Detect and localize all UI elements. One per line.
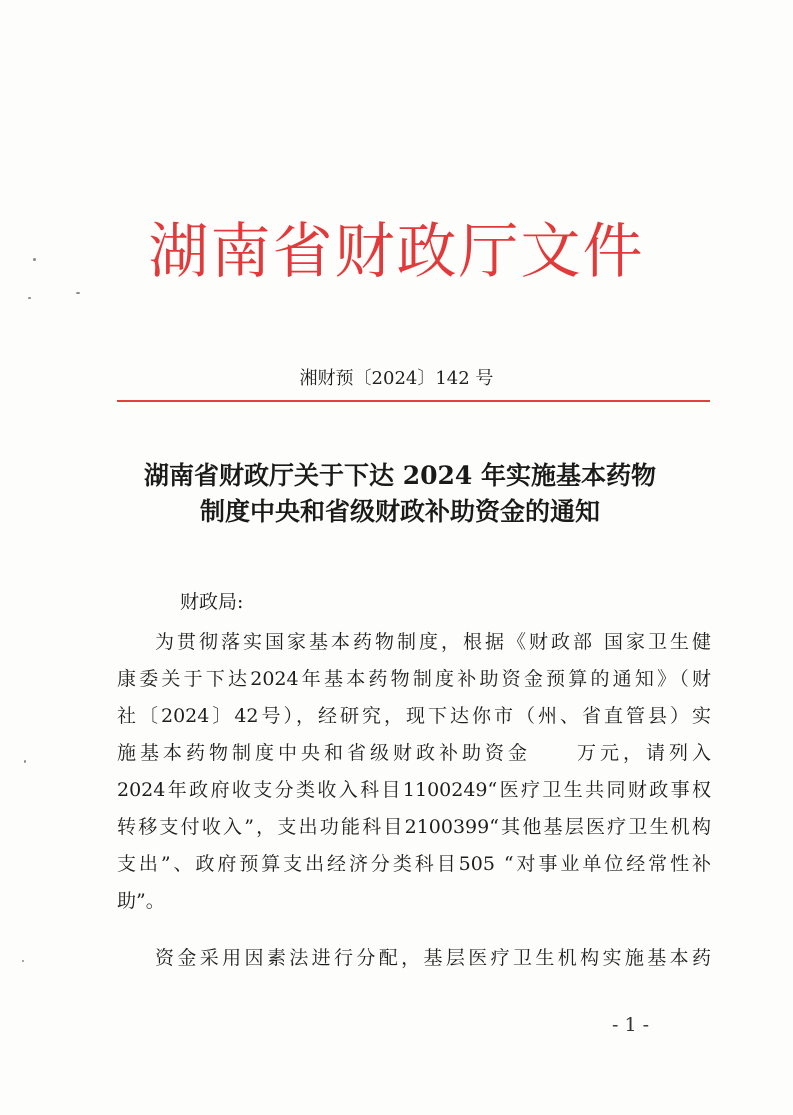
- body-paragraph-2: [117, 940, 711, 977]
- body-line: 资金采用因素法进行分配，基层医疗卫生机构实施基本药: [155, 947, 711, 969]
- document-number: 湘财预〔2024〕142 号: [299, 368, 494, 389]
- scan-speck: [76, 292, 80, 294]
- red-divider-line: [117, 400, 710, 402]
- body-line: 助”。: [117, 890, 165, 912]
- body-line: 转移支付收入”，支出功能科目2100399“其他基层医疗卫生机构: [117, 816, 711, 838]
- body-line: 2024年政府收支分类收入科目1100249“医疗卫生共同财政事权: [117, 779, 711, 801]
- body-line: 康委关于下达2024年基本药物制度补助资金预算的通知》（财: [117, 668, 711, 690]
- body-line: 支出”、政府预算支出经济分类科目505 “对事业单位经常性补: [117, 853, 711, 875]
- agency-header-title: 湖南省财政厅文件: [148, 217, 645, 287]
- page-number: - 1 -: [612, 1014, 650, 1036]
- body-paragraph-1: [117, 624, 711, 920]
- body-line: 施基本药物制度中央和省级财政补助资金 万元，请列入: [117, 742, 711, 764]
- notice-title: [100, 458, 700, 530]
- notice-title-line: 制度中央和省级财政补助资金的通知: [199, 497, 600, 526]
- body-line: 为贯彻落实国家基本药物制度，根据《财政部 国家卫生健: [155, 631, 711, 653]
- recipient-salutation: 财政局:: [180, 591, 244, 613]
- scan-speck: [22, 960, 24, 962]
- notice-title-line: 湖南省财政厅关于下达 2024 年实施基本药物: [144, 461, 656, 490]
- scan-speck: [28, 297, 31, 299]
- body-line: 社〔2024〕42号），经研究，现下达你市（州、省直管县）实: [117, 705, 711, 727]
- scan-speck: [24, 760, 26, 763]
